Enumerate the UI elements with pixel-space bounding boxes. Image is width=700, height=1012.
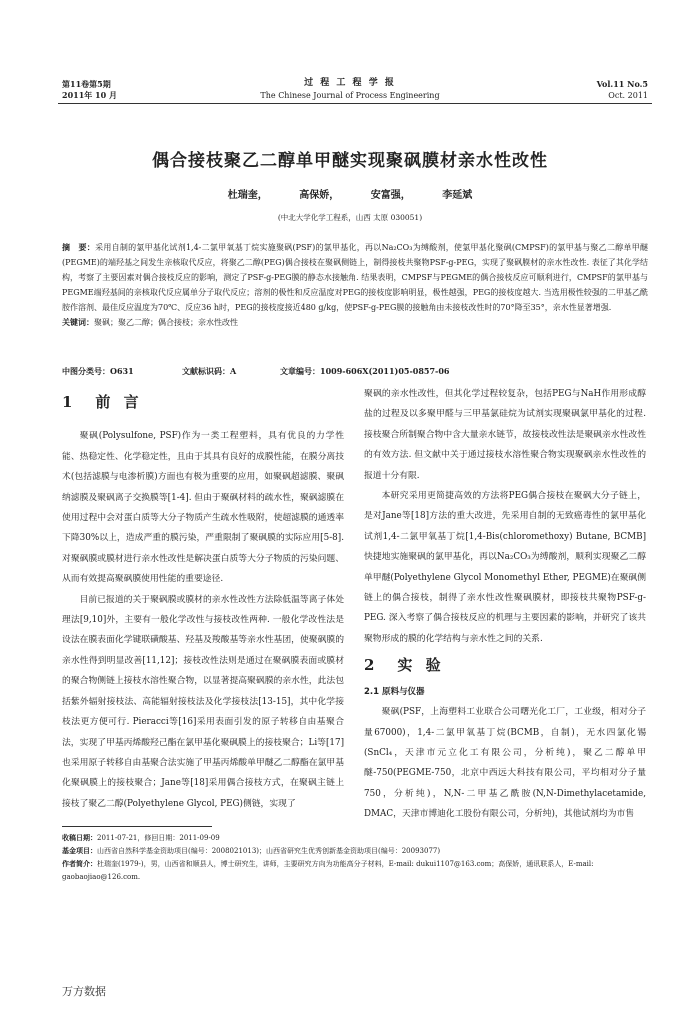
paper-title: 偶合接枝聚乙二醇单甲醚实现聚砜膜材亲水性改性 <box>152 151 548 171</box>
volume-number: 第11卷第5期 <box>62 79 111 89</box>
abstract-label: 摘 要： <box>62 243 96 252</box>
abstract-block <box>62 240 648 331</box>
watermark: 万方数据 <box>62 985 106 998</box>
right-column <box>364 384 646 825</box>
materials-paragraph: 聚砜(PSF，上海塑料工业联合公司曙光化工厂，工业级，相对分子量67000)，1,4-二氯甲氧基丁烷(BCMB，自制)，无水四氯化锡(SnCl₄，天津市元立化工有限公司，分析纯)，聚乙二醇单甲醚-750(PEGME-750，北京中西远大科技有限公司，平均相对分子量750，分析纯)，N,N-二甲基乙酰胺(N,N-Dimethylacetamide, DMAC，天津市博迪化工股份有限公司，分析纯)，其他试剂均为市售 <box>364 707 646 820</box>
footnote-rule <box>62 826 212 827</box>
dates: 2011-07-21，修回日期：2011-09-09 <box>97 834 220 842</box>
footnotes <box>62 832 648 884</box>
journal-name-cn: 过 程 工 程 学 报 <box>304 78 396 88</box>
author-list <box>0 186 700 201</box>
header-rule <box>58 103 652 104</box>
author-3: 安富强， <box>370 190 411 201</box>
dates-label: 收稿日期： <box>62 834 97 842</box>
right-paragraph-1: 聚砜的亲水性改性，但其化学过程较复杂，包括PEG与NaH作用形成醇盐的过程及以多聚甲醛与三甲基氯硅烷为试剂实现聚砜氯甲基化的过程. 接枝聚合所制聚合物中含大量亲水链节，故接枝改性法是聚砜亲水性改性的有效方法. 但文献中关于通过接枝水溶性聚合物实现聚砜亲水性改性的报道十分有限. <box>364 389 646 481</box>
author-bio-label: 作者简介： <box>62 860 97 868</box>
author-2: 高保娇， <box>299 190 340 201</box>
clc-number: 中图分类号：O631 <box>62 366 134 376</box>
affiliation: (中北大学化学工程系，山西 太原 030051) <box>277 213 423 222</box>
article-number: 文章编号：1009-606X(2011)05-0857-06 <box>280 366 450 376</box>
document-code: 文献标识码：A <box>182 366 237 376</box>
abstract-text: 采用自制的氯甲基化试剂1,4-二氯甲氧基丁烷实施聚砜(PSF)的氯甲基化，再以Na₂CO₃为缚酸剂，使氯甲基化聚砜(CMPSF)的氯甲基与聚乙二醇单甲醚(PEGME)的端羟基之间发生亲核取代反应，将聚乙二醇(PEG)偶合接枝在聚砜侧链上，制得接枝共聚物PSF-g-PEG，实现了聚砜膜材的亲水性改性. 表征了其化学结构，考察了主要因素对偶合接枝反应的影响，测定了PSF-g-PEG膜的静态水接触角. 结果表明，CMPSF与PEGME的偶合接枝反应可顺利进行，CMPSF的氯甲基与PEGME端羟基间的亲核取代反应属单分子取代反应；溶剂的极性和反应温度对PEG的接枝度影响明显，极性越强，PEG的接枝度越大. 当选用极性较强的二甲基乙酰胺作溶剂、最佳反应温度为70℃、反应36 h时，PEG的接枝度接近480 g/kg，使PSF-g-PEG膜的接触角由未接枝改性时的70°降至35°，亲水性显著增强. <box>62 243 648 313</box>
experiment-heading: 2 实 验 <box>364 656 445 675</box>
fund-label: 基金项目： <box>62 847 97 855</box>
issue-date-cn: 2011年 10 月 <box>62 90 117 100</box>
author-4: 李延斌 <box>442 190 473 201</box>
intro-heading: 1 前 言 <box>62 393 143 411</box>
intro-paragraph-2: 目前已报道的关于聚砜膜或膜材的亲水性改性方法除低温等离子体处理法[9,10]外，主要有一般化学改性与接枝改性两种. 一般化学改性法是设法在膜表面化学键联磺酸基、羟基及羧酸基等亲水性基团，使聚砜膜的亲水性得到明显改善[11,12]；接枝改性法则是通过在聚砜膜表面或膜材的聚合物侧链上接枝水溶性聚合物，以显著提高聚砜膜的亲水性，此法包括紫外辐射接枝法、高能辐射接枝法及化学接枝法[13-15]，其中化学接枝法更方便可行. Pieracci等[16]采用表面引发的原子转移自由基聚合法，实现了甲基丙烯酸羟己酯在氯甲基化聚砜膜上的接枝聚合；Li等[17]也采用原子转移自由基聚合法实施了甲基丙烯酸单甲醚乙二醇酯在氯甲基化聚砜膜上的接枝聚合；Jane等[18]采用偶合接枝方式，在聚砜主链上接枝了聚乙二醇(Polyethylene Glycol, PEG)侧链，实现了 <box>62 594 344 809</box>
issue-date-en: Oct. 2011 <box>608 91 648 100</box>
intro-paragraph-1: 聚砜(Polysulfone, PSF)作为一类工程塑料，具有优良的力学性能、热稳定性、化学稳定性，且由于其具有良好的成膜性能，在膜分离技术(包括滤膜与电渗析膜)方面也有极为重要的应用，如聚砜超滤膜、聚砜纳滤膜及聚砜离子交换膜等[1-4]. 但由于聚砜材料的疏水性，聚砜滤膜在使用过程中会对蛋白质等大分子物质产生疏水性吸附，使超滤膜的通透率下降30%以上，造成严重的膜污染，严重限制了聚砜膜的实际应用[5-8]. 对聚砜膜或膜材进行亲水性改性是解决蛋白质等大分子物质的污染问题、从而有效提高聚砜膜使用性能的重要途径. <box>62 431 344 585</box>
keywords-label: 关键词： <box>62 318 94 328</box>
author-1: 杜瑞奎， <box>227 190 268 201</box>
left-column <box>62 384 344 814</box>
volume-en: Vol.11 No.5 <box>596 79 648 89</box>
classification-line <box>62 366 648 377</box>
keywords: 聚砜；聚乙二醇；偶合接枝；亲水性改性 <box>94 318 238 328</box>
fund: 山西省自然科学基金资助项目(编号：2008021013)；山西省研究生优秀创新基金资助项目(编号：20093077) <box>97 847 441 855</box>
journal-name-en: The Chinese Journal of Process Engineering <box>260 91 440 100</box>
right-paragraph-2: 本研究采用更简捷高效的方法将PEG偶合接枝在聚砜大分子链上，是对Jane等[18]方法的重大改进，先采用自制的无致癌毒性的氯甲基化试剂1,4-二氯甲氧基丁烷[1,4-Bis(chloromethoxy) Butane, BCMB]快捷地实施聚砜的氯甲基化，再以Na₂CO₃为缚酸剂，顺利实现聚乙二醇单甲醚(Polyethylene Glycol Monomethyl Ether, PEGME)在聚砜侧链上的偶合接枝，制得了亲水性改性聚砜膜材，即接枝共聚物PSF-g-PEG. 深入考察了偶合接枝反应的机理与主要因素的影响，并研究了该共聚物形成的膜的化学结构与亲水性之间的关系. <box>364 491 646 644</box>
author-bio: 杜瑞奎(1979-)，男，山西省和顺县人，博士研究生，讲师，主要研究方向为功能高分子材料，E-mail: dukui1107@163.com；高保娇，通讯联系人，E-mail: gaobaojiao@126.com. <box>62 860 594 881</box>
materials-subheading: 2.1 原料与仪器 <box>364 686 425 697</box>
